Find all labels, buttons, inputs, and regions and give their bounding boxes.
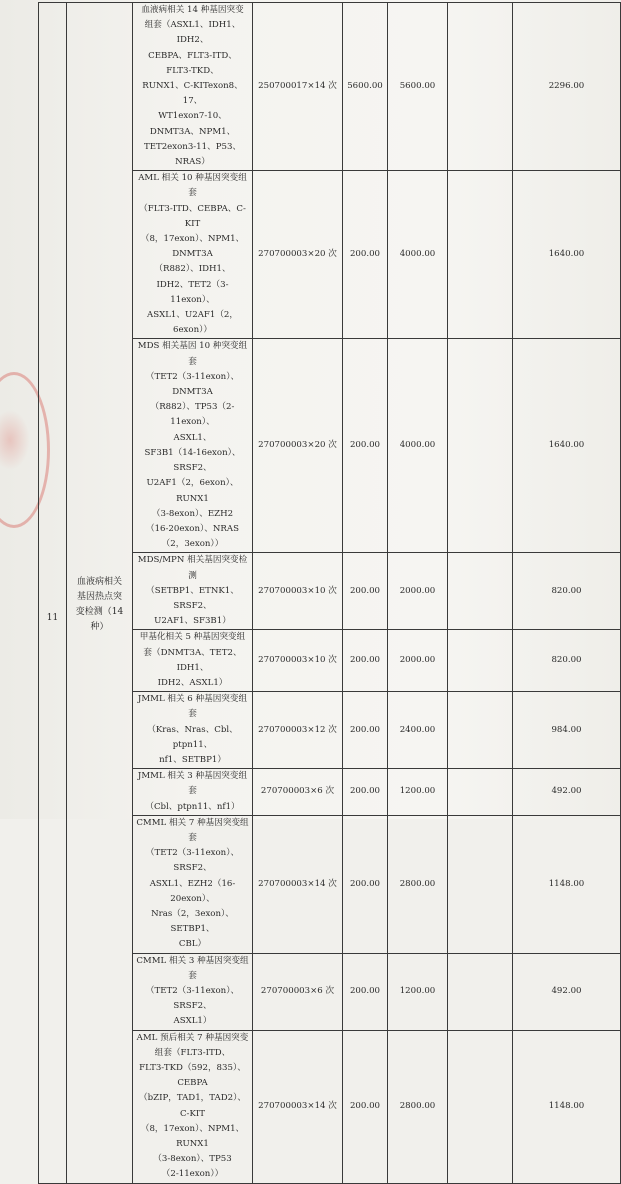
total-cell: 984.00 <box>513 692 621 769</box>
price-table-body <box>39 3 621 1184</box>
charge-code-cell: 270700003×10 次 <box>253 630 343 692</box>
amount-cell: 2800.00 <box>388 1030 448 1183</box>
item-description-line: ASXL1、EZH2（16-20exon）、 <box>149 878 236 904</box>
total-cell: 492.00 <box>513 769 621 816</box>
item-description-line: 甲基化相关 5 种基因突变组 <box>139 632 246 643</box>
total-cell: 2296.00 <box>513 3 621 171</box>
item-description-line: （TET2（3-11exon）、SRSF2、 <box>145 986 240 1012</box>
project-name-line: 变检测（14 <box>75 606 124 617</box>
charge-code-cell: 270700003×14 次 <box>253 815 343 953</box>
amount-cell: 2400.00 <box>388 692 448 769</box>
charge-code-cell: 270700003×12 次 <box>253 692 343 769</box>
amount-cell: 1200.00 <box>388 769 448 816</box>
charge-code-cell: 270700003×14 次 <box>253 1030 343 1183</box>
item-description-line: （3-8exon）、TP53 <box>153 1154 232 1165</box>
charge-code-cell: 270700003×20 次 <box>253 339 343 553</box>
unit-price-cell: 200.00 <box>343 1030 388 1183</box>
item-description-cell <box>133 171 253 339</box>
amount-cell: 2000.00 <box>388 553 448 630</box>
item-description-line: CMML 相关 7 种基因突变组套 <box>136 817 249 843</box>
blank-cell <box>448 3 513 171</box>
charge-code-cell: 270700003×6 次 <box>253 769 343 816</box>
project-name-line: 血液病相关 <box>76 576 122 587</box>
unit-price-cell: 200.00 <box>343 553 388 630</box>
item-description-line: RUNX1、C-KITexon8、17、 <box>142 81 243 107</box>
item-description-line: （3-8exon）、EZH2 <box>151 508 234 519</box>
blank-cell <box>448 630 513 692</box>
item-description-line: （8，17exon）、NPM1、RUNX1 <box>140 1123 245 1150</box>
amount-cell: 2000.00 <box>388 630 448 692</box>
blank-cell <box>448 692 513 769</box>
red-seal-ink <box>0 410 30 470</box>
item-description-line: （8，17exon）、NPM1、DNMT3A <box>140 234 245 260</box>
item-description-line: U2AF1、SF3B1） <box>154 616 231 627</box>
item-description-line: SF3B1（14-16exon）、SRSF2、 <box>144 447 241 474</box>
item-description-cell <box>133 769 253 816</box>
blank-cell <box>448 815 513 953</box>
item-description-line: AML 相关 10 种基因突变组套 <box>138 173 247 199</box>
item-description-cell <box>133 339 253 553</box>
item-description-line: WT1exon7-10、DNMT3A、NPM1、 <box>149 111 236 137</box>
item-description-cell <box>133 1030 253 1183</box>
table-row <box>39 3 621 171</box>
item-description-line: （R882）、TP53（2-11exon）、 <box>150 402 235 428</box>
item-description-cell <box>133 3 253 171</box>
item-description-line: nf1、SETBP1） <box>159 754 226 765</box>
total-cell: 492.00 <box>513 953 621 1030</box>
project-name-line: 种） <box>90 621 109 632</box>
item-description-line: CEBPA、FLT3-ITD、FLT3-TKD、 <box>148 50 237 76</box>
item-description-line: （TET2（3-11exon）、DNMT3A <box>145 371 240 398</box>
total-cell: 820.00 <box>513 630 621 692</box>
item-description-line: （FLT3-ITD、CEBPA、C-KIT <box>139 203 246 229</box>
item-description-line: ASXL1、 <box>173 432 212 443</box>
unit-price-cell: 200.00 <box>343 769 388 816</box>
item-description-line: 血液病相关 14 种基因突变 <box>141 5 244 15</box>
item-description-line: MDS 相关基因 10 种突变组套 <box>137 341 248 367</box>
project-name-cell <box>67 3 133 1184</box>
item-description-line: JMML 相关 3 种基因突变组套 <box>137 771 248 797</box>
item-description-line: MDS/MPN 相关基因突变检测 <box>137 555 248 581</box>
item-description-cell <box>133 815 253 953</box>
charge-code-cell: 270700003×10 次 <box>253 553 343 630</box>
item-description-line: U2AF1（2，6exon）、RUNX1 <box>146 478 239 504</box>
blank-cell <box>448 171 513 339</box>
amount-cell: 2800.00 <box>388 815 448 953</box>
item-description-line: ASXL1、U2AF1（2，6exon）） <box>147 310 238 336</box>
amount-cell: 1200.00 <box>388 953 448 1030</box>
item-description-line: 组套（ASXL1、IDH1、IDH2、 <box>144 20 241 46</box>
unit-price-cell: 200.00 <box>343 171 388 339</box>
price-table <box>38 2 621 1184</box>
unit-price-cell: 200.00 <box>343 692 388 769</box>
project-name-line: 基因热点突 <box>76 591 122 602</box>
unit-price-cell: 200.00 <box>343 630 388 692</box>
row-index: 11 <box>46 613 59 624</box>
item-description-line: JMML 相关 6 种基因突变组套 <box>137 694 248 720</box>
item-description-line: （R882）、IDH1、 <box>154 264 231 275</box>
item-description-line: （Kras、Nras、Cbl、ptpn11、 <box>147 724 238 750</box>
total-cell: 1640.00 <box>513 339 621 553</box>
item-description-line: （bZIP，TAD1，TAD2）、C-KIT <box>139 1093 246 1119</box>
charge-code-cell: 250700017×14 次 <box>253 3 343 171</box>
item-description-line: （SETBP1、ETNK1、SRSF2、 <box>146 585 239 611</box>
blank-cell <box>448 769 513 816</box>
item-description-cell <box>133 630 253 692</box>
item-description-line: （TET2（3-11exon）、SRSF2、 <box>145 848 240 874</box>
item-description-line: （2，3exon）） <box>161 539 224 550</box>
item-description-line: （16-20exon）、NRAS <box>146 523 239 534</box>
charge-code-cell: 270700003×20 次 <box>253 171 343 339</box>
total-cell: 820.00 <box>513 553 621 630</box>
item-description-line: （Cbl、ptpn11、nf1） <box>145 801 240 812</box>
item-description-line: CMML 相关 3 种基因突变组套 <box>136 955 249 981</box>
total-cell: 1148.00 <box>513 815 621 953</box>
item-description-line: AML 预后相关 7 种基因突变 <box>136 1032 249 1043</box>
amount-cell: 4000.00 <box>388 171 448 339</box>
amount-cell: 4000.00 <box>388 339 448 553</box>
item-description-cell <box>133 953 253 1030</box>
unit-price-cell: 5600.00 <box>343 3 388 171</box>
charge-code-cell: 270700003×6 次 <box>253 953 343 1030</box>
total-cell: 1148.00 <box>513 1030 621 1183</box>
unit-price-cell: 200.00 <box>343 953 388 1030</box>
item-description-line: 套（DNMT3A、TET2、IDH1、 <box>143 647 242 673</box>
item-description-line: ASXL1） <box>173 1016 212 1027</box>
total-cell: 1640.00 <box>513 171 621 339</box>
amount-cell: 5600.00 <box>388 3 448 171</box>
blank-cell <box>448 553 513 630</box>
unit-price-cell: 200.00 <box>343 339 388 553</box>
item-description-line: TET2exon3-11、P53、NRAS） <box>143 141 242 168</box>
blank-cell <box>448 953 513 1030</box>
row-index-cell <box>39 3 67 1184</box>
item-description-cell <box>133 553 253 630</box>
item-description-line: （2-11exon）） <box>161 1169 224 1180</box>
item-description-cell <box>133 692 253 769</box>
blank-cell <box>448 1030 513 1183</box>
item-description-line: IDH2、ASXL1） <box>157 677 228 688</box>
item-description-line: FLT3-TKD（592，835）、CEBPA <box>139 1063 246 1089</box>
item-description-line: Nras（2，3exon）、SETBP1、 <box>151 908 234 935</box>
blank-cell <box>448 339 513 553</box>
item-description-line: 组套（FLT3-ITD、 <box>154 1047 231 1058</box>
item-description-line: CBL） <box>178 939 207 950</box>
item-description-line: IDH2、TET2（3-11exon）、 <box>156 279 229 305</box>
unit-price-cell: 200.00 <box>343 815 388 953</box>
